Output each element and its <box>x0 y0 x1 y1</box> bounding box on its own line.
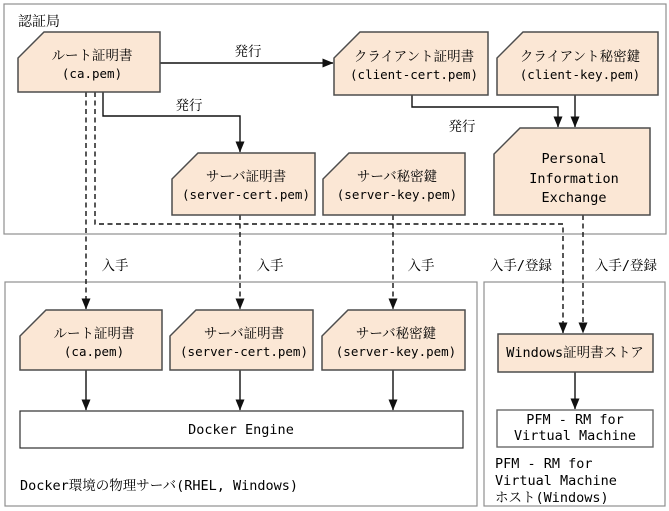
pie-line1: Personal <box>541 151 607 167</box>
docker-host-caption: Docker環境の物理サーバ(RHEL, Windows) <box>20 478 299 494</box>
issue-label-3: 発行 <box>448 119 476 135</box>
docker-root-cert-file: (ca.pem) <box>63 344 125 359</box>
server-cert-name: サーバ証明書 <box>205 169 287 185</box>
server-key-name: サーバ秘密鍵 <box>356 169 438 185</box>
issue-label-2: 発行 <box>175 98 203 114</box>
docker-server-key-name: サーバ秘密鍵 <box>355 326 437 342</box>
server-key-file: (server-key.pem) <box>336 187 458 202</box>
docker-server-cert-file: (server-cert.pem) <box>180 344 308 359</box>
pfm-agent-line2: Virtual Machine <box>514 428 636 444</box>
client-key-file: (client-key.pem) <box>519 67 641 82</box>
pfm-agent-line1: PFM - RM for <box>526 412 624 428</box>
issue-label-1: 発行 <box>234 44 262 60</box>
docker-root-cert-name: ルート証明書 <box>53 326 135 342</box>
obtain-label-2: 入手 <box>256 258 284 274</box>
client-cert-name: クライアント証明書 <box>353 49 475 65</box>
server-cert-file: (server-cert.pem) <box>182 187 310 202</box>
obtain-label-1: 入手 <box>101 258 129 274</box>
pfm-host-caption-line2: Virtual Machine <box>495 473 617 489</box>
pfm-host-caption-line1: PFM - RM for <box>495 456 593 472</box>
docker-server-key-file: (server-key.pem) <box>335 344 457 359</box>
docker-server-cert-name: サーバ証明書 <box>203 326 285 342</box>
client-key-name: クライアント秘密鍵 <box>519 49 641 65</box>
obtain-register-label-2: 入手/登録 <box>594 258 658 274</box>
docker-engine-label: Docker Engine <box>188 422 294 438</box>
obtain-register-label-1: 入手/登録 <box>489 258 553 274</box>
pie-line3: Exchange <box>541 190 607 206</box>
ca-container-title: 認証局 <box>18 14 60 30</box>
obtain-label-3: 入手 <box>407 258 435 274</box>
windows-cert-store-label: Windows証明書ストア <box>506 345 644 361</box>
root-cert-name: ルート証明書 <box>51 48 133 64</box>
pie-line2: Information <box>529 171 619 187</box>
client-cert-file: (client-cert.pem) <box>350 67 478 82</box>
root-cert-file: (ca.pem) <box>61 66 123 81</box>
pfm-host-caption-line3: ホスト(Windows) <box>495 490 609 506</box>
